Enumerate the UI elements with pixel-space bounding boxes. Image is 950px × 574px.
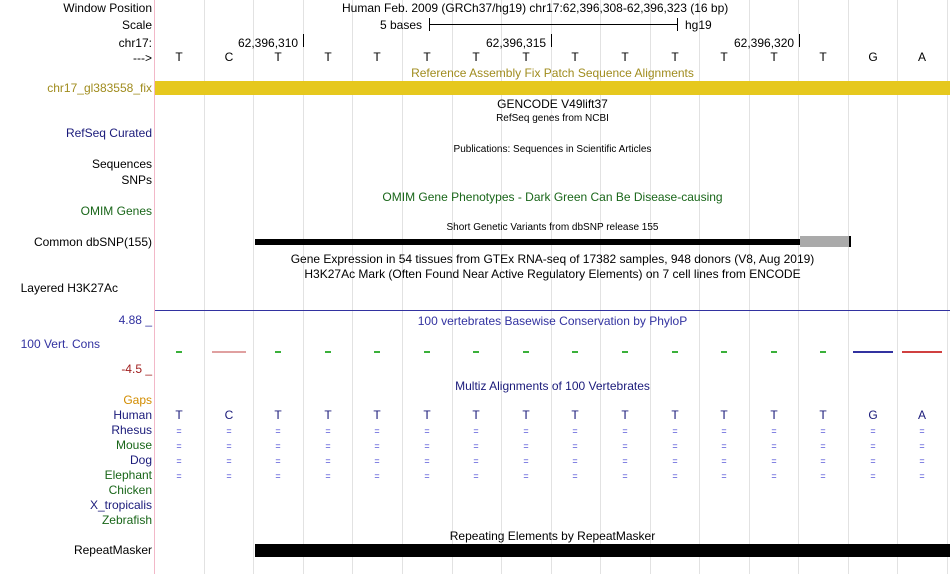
alignment-match: = (374, 471, 380, 481)
alignment-match: = (523, 471, 529, 481)
base-letter: T (423, 50, 431, 64)
human-base: T (770, 408, 778, 422)
conservation-mark (374, 351, 380, 353)
human-base: T (522, 408, 530, 422)
base-letter: G (868, 50, 878, 64)
species-label-dog[interactable]: Dog (129, 453, 152, 467)
human-base: A (917, 408, 926, 422)
alignment-match: = (226, 426, 232, 436)
conservation-mark (212, 351, 246, 353)
human-base: T (324, 408, 332, 422)
conservation-mark (325, 351, 331, 353)
alignment-match: = (919, 426, 925, 436)
alignment-match: = (176, 426, 182, 436)
alignment-match: = (523, 441, 529, 451)
conservation-mark (853, 351, 893, 353)
alignment-match: = (870, 456, 876, 466)
alignment-match: = (721, 426, 727, 436)
alignment-match: = (424, 456, 430, 466)
species-label-rhesus[interactable]: Rhesus (111, 423, 152, 437)
base-letter: T (819, 50, 827, 64)
repeatmasker-label[interactable]: RepeatMasker (73, 543, 152, 557)
alignment-match: = (820, 471, 826, 481)
alignment-match: = (870, 471, 876, 481)
alignment-match: = (672, 471, 678, 481)
species-label-x-tropicalis[interactable]: X_tropicalis (89, 498, 152, 512)
conservation-mark (672, 351, 678, 353)
dbsnp-label[interactable]: Common dbSNP(155) (33, 235, 152, 249)
chrom-label: chr17: (118, 36, 152, 50)
conservation-max-label: 4.88 _ (118, 313, 152, 327)
alignment-match: = (672, 426, 678, 436)
conservation-mark (902, 351, 942, 353)
base-letter: T (175, 50, 183, 64)
scale-bar-tick-left (429, 18, 430, 31)
fix-patch-label[interactable]: chr17_gl383558_fix (47, 81, 152, 95)
scale-assembly: hg19 (685, 18, 712, 32)
alignment-match: = (424, 471, 430, 481)
conservation-mark (275, 351, 281, 353)
alignment-match: = (672, 441, 678, 451)
alignment-match: = (572, 456, 578, 466)
alignment-match: = (721, 441, 727, 451)
position-label-1: 62,396,310 (238, 36, 299, 50)
conservation-mark (176, 351, 182, 353)
conservation-title: 100 vertebrates Basewise Conservation by PhyloP (417, 314, 688, 328)
human-base: T (274, 408, 282, 422)
alignment-match: = (374, 441, 380, 451)
alignment-match: = (820, 456, 826, 466)
human-base: T (671, 408, 679, 422)
alignment-match: = (424, 441, 430, 451)
dbsnp-feature-end (849, 236, 851, 247)
fix-patch-title: Reference Assembly Fix Patch Sequence Alignments (411, 66, 694, 80)
alignment-match: = (622, 441, 628, 451)
gencode-title: GENCODE V49lift37 (497, 97, 608, 111)
human-base: G (868, 408, 878, 422)
conservation-mark (424, 351, 430, 353)
alignment-match: = (176, 471, 182, 481)
base-letter: T (770, 50, 778, 64)
human-base: T (373, 408, 381, 422)
h3k27ac-label[interactable]: Layered H3K27Ac (20, 281, 118, 295)
multiz-title: Multiz Alignments of 100 Vertebrates (455, 379, 650, 393)
base-letter: C (224, 50, 234, 64)
conservation-label[interactable]: 100 Vert. Cons (20, 337, 100, 351)
conservation-mark (721, 351, 727, 353)
alignment-match: = (919, 441, 925, 451)
alignment-match: = (721, 456, 727, 466)
dbsnp-highlight-box[interactable] (800, 236, 849, 247)
base-letter: T (472, 50, 480, 64)
conservation-mark (572, 351, 578, 353)
dbsnp-title: Short Genetic Variants from dbSNP release 155 (446, 222, 659, 233)
base-letter: A (917, 50, 926, 64)
alignment-match: = (424, 426, 430, 436)
human-base: T (621, 408, 629, 422)
conservation-mark (523, 351, 529, 353)
species-label-elephant[interactable]: Elephant (104, 468, 152, 482)
base-letter: T (571, 50, 579, 64)
conservation-top-line (155, 310, 950, 311)
conservation-mark (771, 351, 777, 353)
alignment-match: = (820, 441, 826, 451)
base-letter: T (720, 50, 728, 64)
human-base: T (819, 408, 827, 422)
alignment-match: = (275, 471, 281, 481)
alignment-match: = (622, 471, 628, 481)
alignment-match: = (771, 456, 777, 466)
human-base: T (423, 408, 431, 422)
alignment-match: = (226, 456, 232, 466)
alignment-match: = (771, 441, 777, 451)
alignment-match: = (820, 426, 826, 436)
alignment-match: = (771, 471, 777, 481)
human-base: T (472, 408, 480, 422)
dbsnp-feature-bar[interactable] (255, 239, 851, 245)
alignment-match: = (325, 471, 331, 481)
alignment-match: = (622, 426, 628, 436)
alignment-match: = (523, 426, 529, 436)
alignment-match: = (226, 471, 232, 481)
alignment-match: = (672, 456, 678, 466)
alignment-match: = (771, 426, 777, 436)
alignment-match: = (572, 426, 578, 436)
refseq-subtitle: RefSeq genes from NCBI (496, 113, 609, 124)
conservation-mark (473, 351, 479, 353)
window-position-value: Human Feb. 2009 (GRCh37/hg19) chr17:62,396,308-62,396,323 (16 bp) (342, 1, 729, 15)
conservation-mark (820, 351, 826, 353)
snps-label[interactable]: SNPs (121, 173, 152, 187)
alignment-match: = (721, 471, 727, 481)
h3k27ac-title: H3K27Ac Mark (Often Found Near Active Regulatory Elements) on 7 cell lines from ENCODE (304, 267, 801, 281)
gtex-title: Gene Expression in 54 tissues from GTEx RNA-seq of 17382 samples, 948 donors (V8, Aug 2019) (290, 252, 815, 266)
base-letter: T (621, 50, 629, 64)
alignment-match: = (176, 441, 182, 451)
scale-bar (429, 24, 677, 25)
species-label-zebrafish[interactable]: Zebrafish (101, 513, 152, 527)
scale-bar-tick-right (677, 18, 678, 31)
alignment-match: = (325, 426, 331, 436)
strand-arrow-label: ---> (133, 51, 152, 65)
refseq-label[interactable]: RefSeq Curated (65, 126, 152, 140)
alignment-match: = (622, 456, 628, 466)
alignment-match: = (374, 456, 380, 466)
alignment-match: = (325, 441, 331, 451)
alignment-match: = (275, 441, 281, 451)
omim-label[interactable]: OMIM Genes (80, 204, 152, 218)
window-position-label: Window Position (63, 1, 152, 15)
alignment-match: = (374, 426, 380, 436)
base-letter: T (522, 50, 530, 64)
scale-label: Scale (121, 18, 152, 32)
species-label-chicken[interactable]: Chicken (108, 483, 152, 497)
repeatmasker-title: Repeating Elements by RepeatMasker (449, 529, 656, 543)
position-tick-2 (551, 34, 552, 47)
sequences-label[interactable]: Sequences (91, 157, 152, 171)
position-tick-3 (799, 34, 800, 47)
position-label-3: 62,396,320 (734, 36, 795, 50)
alignment-match: = (226, 441, 232, 451)
base-letter: T (671, 50, 679, 64)
alignment-match: = (176, 456, 182, 466)
alignment-match: = (572, 441, 578, 451)
alignment-match: = (523, 456, 529, 466)
repeatmasker-element-bar[interactable] (255, 544, 950, 557)
species-label-mouse[interactable]: Mouse (115, 438, 152, 452)
human-base: T (720, 408, 728, 422)
alignment-match: = (870, 441, 876, 451)
alignment-match: = (919, 456, 925, 466)
conservation-mark (622, 351, 628, 353)
publications-title: Publications: Sequences in Scientific Articles (453, 144, 652, 155)
human-base: T (175, 408, 183, 422)
gaps-label[interactable]: Gaps (123, 393, 152, 407)
scale-text: 5 bases (380, 18, 423, 32)
alignment-match: = (473, 426, 479, 436)
fix-patch-alignment-bar[interactable] (155, 81, 950, 95)
human-base: C (224, 408, 234, 422)
species-label-human[interactable]: Human (113, 408, 152, 422)
base-letter: T (373, 50, 381, 64)
alignment-match: = (473, 456, 479, 466)
position-label-2: 62,396,315 (486, 36, 547, 50)
position-tick-1 (303, 34, 304, 47)
alignment-match: = (275, 426, 281, 436)
alignment-match: = (473, 471, 479, 481)
conservation-min-label: -4.5 _ (121, 362, 152, 376)
alignment-match: = (870, 426, 876, 436)
alignment-match: = (473, 441, 479, 451)
base-letter: T (324, 50, 332, 64)
base-letter: T (274, 50, 282, 64)
human-base: T (571, 408, 579, 422)
alignment-match: = (572, 471, 578, 481)
omim-title: OMIM Gene Phenotypes - Dark Green Can Be Disease-causing (382, 190, 723, 204)
alignment-match: = (919, 471, 925, 481)
alignment-match: = (275, 456, 281, 466)
alignment-match: = (325, 456, 331, 466)
